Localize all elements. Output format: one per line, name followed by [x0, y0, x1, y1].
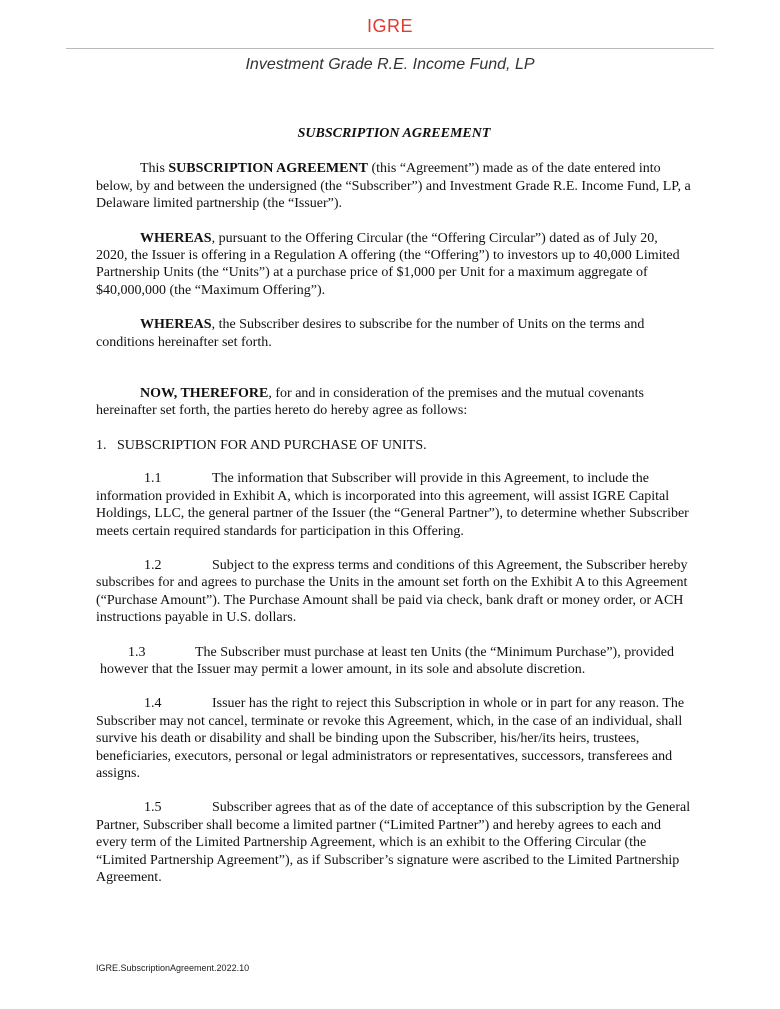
clause-number: 1.3	[128, 644, 146, 660]
clause-1-1: 1.1 The information that Subscriber will provide in this Agreement, to include the information provided in Exhibit A, which is incorporated into this agreement, will assist IGRE Capital Holdings, LLC, the general partner of the Issuer (the “General Partner”), to determine whether Subscriber meets certain required standards for participation in this Offering.	[96, 471, 689, 539]
clause-number: 1.2	[144, 557, 162, 573]
header-divider	[66, 48, 714, 49]
now-therefore-paragraph: NOW, THEREFORE, for and in consideration of the premises and the mutual covenants hereinafter set forth, the parties hereto do hereby agree as follows:	[96, 386, 644, 419]
whereas-paragraph-1: WHEREAS, pursuant to the Offering Circular (the “Offering Circular”) dated as of July 20, 2020, the Issuer is offering in a Regulation A offering (the “Offering”) to investors up to 40,000 Limited Partnership Units (the “Units”) at a purchase price of $1,000 per Unit for a maximum aggregate of $40,000,000 (the “Maximum Offering”).	[96, 230, 680, 298]
clause-number: 1.4	[144, 696, 162, 712]
igre-logo: IGRE	[366, 16, 413, 36]
intro-paragraph: This SUBSCRIPTION AGREEMENT (this “Agreement”) made as of the date entered into below, by and between the undersigned (the “Subscriber”) and Investment Grade R.E. Income Fund, LP, a Delaware limited partnership (the “Issuer”).	[96, 161, 691, 212]
clause-number: 1.5	[144, 800, 162, 816]
whereas-paragraph-2: WHEREAS, the Subscriber desires to subscribe for the number of Units on the terms and conditions hereinafter set forth.	[96, 317, 645, 350]
section-1-heading: 1. SUBSCRIPTION FOR AND PURCHASE OF UNITS.	[96, 437, 427, 453]
clause-1-3: 1.3 The Subscriber must purchase at least ten Units (the “Minimum Purchase”), provided however that the Issuer may permit a lower amount, in its sole and absolute discretion.	[100, 644, 674, 677]
clause-1-5: 1.5 Subscriber agrees that as of the date of acceptance of this subscription by the General Partner, Subscriber shall become a limited partner (“Limited Partner”) and hereby agrees to each and every term of the Limited Partnership Agreement, which is an exhibit to the Offering Circular (the “Limited Partnership Agreement”), as if Subscriber’s signature were ascribed to the Limited Partnership Agreement.	[96, 800, 691, 885]
clause-number: 1.1	[144, 471, 162, 487]
footer-doc-id: IGRE.SubscriptionAgreement.2022.10	[96, 963, 250, 973]
clause-1-2: 1.2 Subject to the express terms and conditions of this Agreement, the Subscriber hereby subscribes for and agrees to purchase the Units in the amount set forth on the Exhibit A to this Agreement (“Purchase Amount”). The Purchase Amount shall be paid via check, bank draft or money order, or ACH instructions payable in U.S. dollars.	[96, 557, 688, 626]
document-title: SUBSCRIPTION AGREEMENT	[297, 126, 491, 141]
fund-name: Investment Grade R.E. Income Fund, LP	[245, 56, 535, 73]
agreement-body	[96, 125, 692, 903]
clause-1-4: 1.4 Issuer has the right to reject this Subscription in whole or in part for any reason. The Subscriber may not cancel, terminate or revoke this Agreement, which, in the case of an individual, shall survive his death or disability and shall be binding upon the Subscriber, his/her/its heirs, trustees, beneficiaries, executors, personal or legal administrators or representatives, successors, transferees and assigns.	[96, 696, 685, 781]
